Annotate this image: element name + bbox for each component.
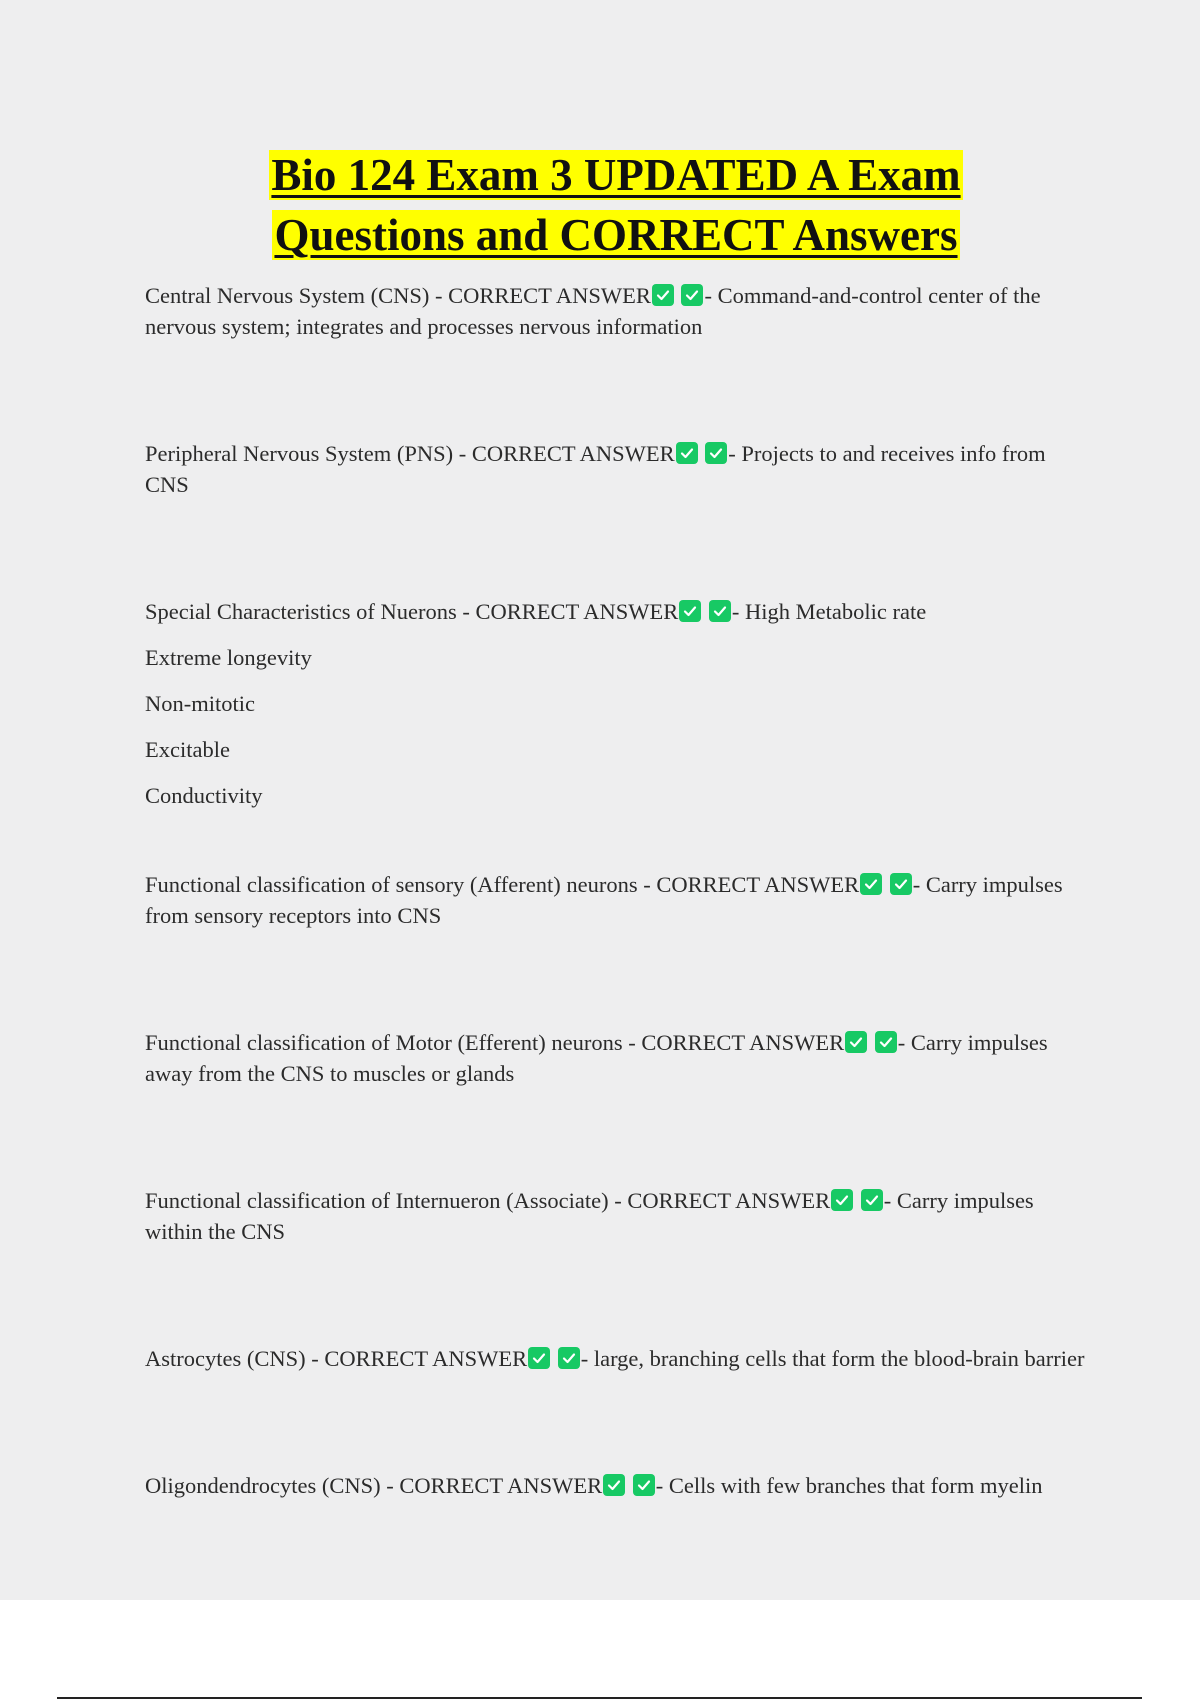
correct-answer-label: CORRECT ANSWER xyxy=(324,1346,528,1371)
check-mark-icon xyxy=(705,442,727,464)
qa-term: Functional classification of Motor (Efferent) neurons - xyxy=(145,1030,642,1055)
check-mark-icon xyxy=(652,284,674,306)
correct-answer-label: CORRECT ANSWER xyxy=(471,441,675,466)
qa-answer: - Carry impulses away from the CNS to muscles or glands xyxy=(145,1030,1048,1086)
qa-answer: - Command-and-control center of the nervous system; integrates and processes nervous information xyxy=(145,283,1041,339)
title-line-2: Questions and CORRECT Answers xyxy=(274,210,958,260)
qa-item xyxy=(145,1185,1090,1247)
correct-answer-label: CORRECT ANSWER xyxy=(475,599,679,624)
check-mark-icon xyxy=(603,1474,625,1496)
check-mark-icon xyxy=(845,1031,867,1053)
check-mark-icon xyxy=(831,1189,853,1211)
check-mark-icon xyxy=(528,1347,550,1369)
qa-answer: - High Metabolic rate xyxy=(731,599,927,624)
qa-answer: - Carry impulses from sensory receptors into CNS xyxy=(145,872,1063,928)
qa-answer-line: Excitable xyxy=(145,737,230,762)
qa-answer: - large, branching cells that form the blood-brain barrier xyxy=(580,1346,1085,1371)
qa-answer-line: Conductivity xyxy=(145,783,263,808)
check-mark-icon xyxy=(890,873,912,895)
qa-term: Peripheral Nervous System (PNS) - xyxy=(145,441,472,466)
qa-term: Functional classification of Internueron (Associate) - xyxy=(145,1188,628,1213)
qa-item xyxy=(145,596,1090,811)
footer-divider xyxy=(57,1697,1142,1699)
correct-answer-label: CORRECT ANSWER xyxy=(641,1030,845,1055)
qa-term: Astrocytes (CNS) - xyxy=(145,1346,325,1371)
check-mark-icon xyxy=(681,284,703,306)
qa-item xyxy=(145,1027,1090,1089)
qa-term: Central Nervous System (CNS) - xyxy=(145,283,449,308)
qa-answer: - Cells with few branches that form myelin xyxy=(655,1473,1043,1498)
qa-answer-line: Non-mitotic xyxy=(145,691,255,716)
check-mark-icon xyxy=(558,1347,580,1369)
check-mark-icon xyxy=(709,600,731,622)
check-mark-icon xyxy=(633,1474,655,1496)
qa-answer-line: Extreme longevity xyxy=(145,645,312,670)
question-answer-list xyxy=(145,280,1090,1597)
qa-item xyxy=(145,869,1090,931)
correct-answer-label: CORRECT ANSWER xyxy=(656,872,860,897)
check-mark-icon xyxy=(860,873,882,895)
qa-item xyxy=(145,1470,1090,1501)
qa-term: Special Characteristics of Nuerons - xyxy=(145,599,476,624)
qa-item xyxy=(145,1343,1090,1374)
title-line-1: Bio 124 Exam 3 UPDATED A Exam xyxy=(271,150,961,200)
correct-answer-label: CORRECT ANSWER xyxy=(448,283,651,308)
qa-term: Functional classification of sensory (Afferent) neurons - xyxy=(145,872,657,897)
qa-term: Oligondendrocytes (CNS) - xyxy=(145,1473,400,1498)
qa-item xyxy=(145,438,1090,500)
qa-answer: - Projects to and receives info from CNS xyxy=(145,441,1046,497)
correct-answer-label: CORRECT ANSWER xyxy=(627,1188,831,1213)
document-title xyxy=(0,145,1200,265)
check-mark-icon xyxy=(861,1189,883,1211)
qa-item xyxy=(145,280,1090,342)
check-mark-icon xyxy=(875,1031,897,1053)
check-mark-icon xyxy=(676,442,698,464)
check-mark-icon xyxy=(679,600,701,622)
qa-answer: - Carry impulses within the CNS xyxy=(145,1188,1034,1244)
correct-answer-label: CORRECT ANSWER xyxy=(399,1473,603,1498)
